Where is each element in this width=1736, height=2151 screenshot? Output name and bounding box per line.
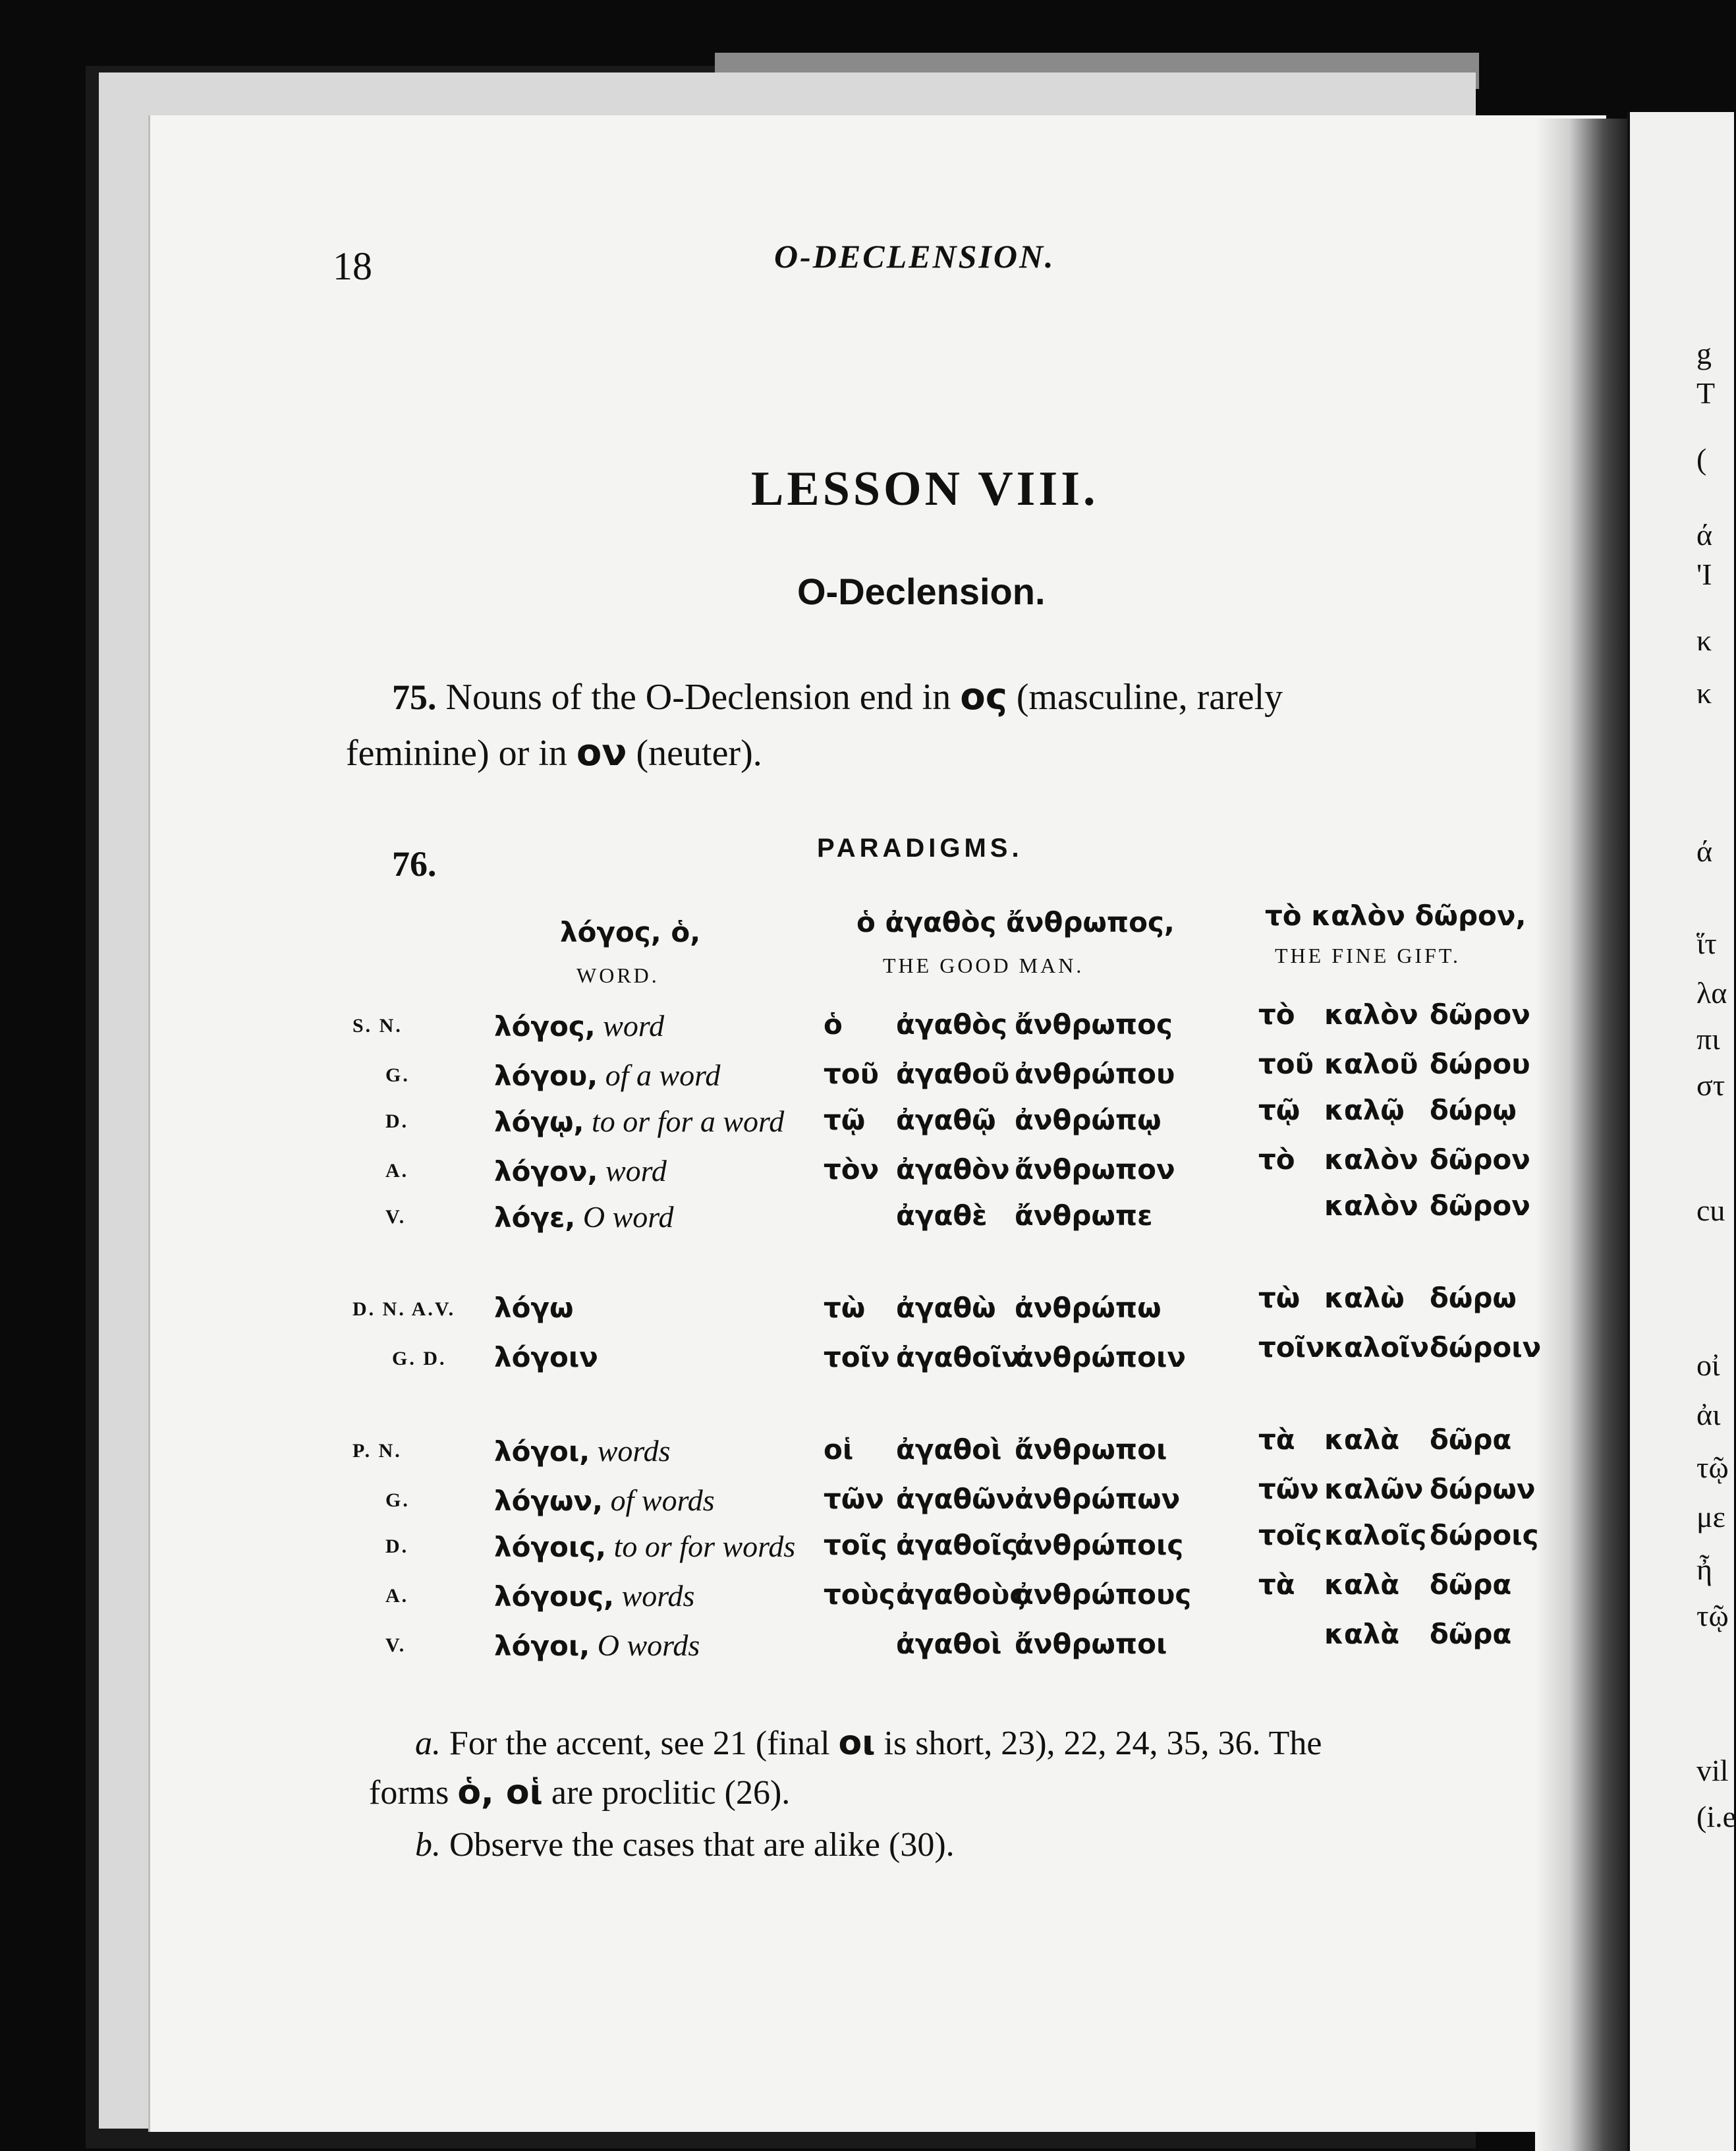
adjective-masc: ἀγαθοὺς — [896, 1578, 1026, 1611]
facing-page-fragment: με — [1696, 1500, 1725, 1534]
noun-neut: δῶρα — [1430, 1618, 1512, 1650]
noun-masc: ἄνθρωποι — [1015, 1628, 1167, 1660]
section-75-line2 — [346, 731, 762, 774]
adjective-neut: καλὰ — [1324, 1568, 1400, 1601]
facing-page-fragment: κ — [1696, 676, 1712, 710]
greek-form: λόγον, — [494, 1155, 598, 1188]
adjective-masc: ἀγαθῶν — [896, 1483, 1015, 1515]
greek-form: λόγε, — [494, 1201, 576, 1234]
article-masc: τοῦ — [824, 1058, 880, 1090]
english-gloss: of a word — [598, 1058, 721, 1092]
article-neut: τοῖς — [1258, 1519, 1322, 1551]
text: For the accent, see 21 (final — [449, 1725, 830, 1762]
facing-page-fragment: T — [1696, 376, 1716, 410]
english-gloss: word — [598, 1154, 667, 1188]
facing-page-fragment: g — [1696, 337, 1712, 370]
adjective-neut: καλῷ — [1324, 1094, 1405, 1126]
adjective-neut: καλοῦ — [1324, 1048, 1418, 1080]
page-number: 18 — [333, 244, 372, 288]
noun-neut: δώρῳ — [1430, 1094, 1517, 1126]
column-head-3: τὸ καλὸν δῶρον, — [1265, 900, 1526, 932]
noun-masc: ἀνθρώπων — [1015, 1483, 1181, 1515]
article-masc: οἱ — [824, 1433, 854, 1466]
case-label: P. N. — [352, 1440, 402, 1462]
greek-form: λόγῳ, — [494, 1106, 584, 1138]
article-neut: τὼ — [1258, 1282, 1301, 1314]
paradigm-word — [494, 1292, 574, 1325]
facing-page-fragment: ἵτ — [1696, 927, 1717, 960]
paradigm-word — [494, 1153, 667, 1188]
paradigm-word — [494, 1199, 673, 1234]
greek-form: λόγοις, — [494, 1531, 607, 1563]
article-masc: τῶν — [824, 1483, 884, 1515]
text: (neuter). — [636, 733, 762, 774]
case-label: D. — [385, 1110, 409, 1132]
adjective-neut: καλὸν — [1324, 1143, 1418, 1176]
english-gloss: O words — [590, 1628, 700, 1662]
text: are proclitic (26). — [551, 1774, 791, 1812]
article-neut: τοῦ — [1258, 1048, 1314, 1080]
facing-page-fragment: (i.e — [1696, 1800, 1736, 1833]
text: feminine) or in — [346, 733, 567, 774]
adjective-neut: καλὼ — [1324, 1282, 1405, 1314]
section-76-number: 76. — [392, 844, 437, 884]
adjective-masc: ἀγαθοὶ — [896, 1433, 1002, 1466]
noun-neut: δώροιν — [1430, 1331, 1542, 1363]
column-sub-1: WORD. — [576, 963, 659, 987]
text: forms — [369, 1774, 449, 1812]
adjective-masc: ἀγαθοῦ — [896, 1058, 1010, 1090]
facing-page-fragment: vil — [1696, 1754, 1729, 1787]
greek-form: λόγος, — [494, 1010, 596, 1043]
greek-form: λόγους, — [494, 1580, 615, 1613]
paradigm-word — [494, 1628, 700, 1663]
paradigm-word — [494, 1008, 664, 1043]
paradigm-word — [494, 1341, 598, 1374]
greek-form: λόγοι, — [494, 1630, 590, 1662]
case-label: A. — [385, 1160, 409, 1182]
adjective-masc: ἀγαθοῖν — [896, 1341, 1021, 1373]
article-masc: τὸν — [824, 1153, 880, 1186]
greek-form: λόγου, — [494, 1060, 598, 1092]
column-head-2: ὁ ἀγαθὸς ἄνθρωπος, — [856, 906, 1175, 938]
adjective-neut: καλὰ — [1324, 1423, 1400, 1456]
case-label: V. — [385, 1206, 406, 1228]
paradigms-heading: PARADIGMS. — [817, 834, 1023, 863]
english-gloss: O word — [575, 1200, 674, 1234]
facing-page-fragment: cu — [1696, 1193, 1725, 1227]
noun-masc: ἀνθρώπω — [1015, 1292, 1162, 1324]
adjective-neut: καλοῖς — [1324, 1519, 1427, 1551]
facing-page-fragment: ά — [1696, 834, 1713, 868]
article-neut: τὸ — [1258, 998, 1295, 1031]
facing-page-fragment: λα — [1696, 976, 1727, 1010]
note-a-line2 — [369, 1773, 790, 1812]
column-sub-3: THE FINE GIFT. — [1275, 944, 1461, 967]
facing-page-fragment: ( — [1696, 442, 1707, 476]
article-neut: τὰ — [1258, 1568, 1295, 1601]
english-gloss: of words — [603, 1483, 715, 1517]
english-gloss: to or for a word — [584, 1104, 785, 1138]
paradigm-word — [494, 1483, 715, 1518]
paradigm-word — [494, 1578, 694, 1613]
text: (masculine, rarely — [1016, 677, 1283, 718]
greek-form: λόγοιν — [494, 1341, 598, 1373]
lesson-title: LESSON VIII. — [751, 462, 1099, 516]
adjective-neut: καλὰ — [1324, 1618, 1400, 1650]
noun-neut: δώρω — [1430, 1282, 1517, 1314]
facing-page-fragment: τῷ — [1696, 1450, 1729, 1484]
text: is short, 23), 22, 24, 35, 36. The — [883, 1725, 1322, 1762]
note-label: b. — [415, 1826, 441, 1864]
adjective-neut: καλὸν — [1324, 998, 1418, 1031]
case-label: D. N. A.V. — [352, 1298, 456, 1320]
noun-masc: ἄνθρωποι — [1015, 1433, 1167, 1466]
case-label: D. — [385, 1535, 409, 1557]
adjective-masc: ἀγαθοῖς — [896, 1529, 1019, 1561]
article-neut: τῷ — [1258, 1094, 1301, 1126]
column-head-1: λόγος, ὁ, — [560, 916, 701, 948]
ending-on: ον — [576, 731, 627, 774]
case-label: G. D. — [392, 1348, 447, 1369]
running-title: O-DECLENSION. — [774, 238, 1055, 275]
ending-os: ος — [960, 675, 1007, 718]
text: Observe the cases that are alike (30). — [449, 1826, 955, 1864]
greek-oi: οι — [838, 1723, 876, 1763]
facing-page-fragment: 'I — [1696, 558, 1712, 591]
adjective-neut: καλὸν — [1324, 1190, 1418, 1222]
noun-neut: δώροις — [1430, 1519, 1539, 1551]
article-masc: ὁ — [824, 1008, 843, 1041]
noun-masc: ἀνθρώπῳ — [1015, 1104, 1162, 1136]
noun-masc: ἀνθρώποιν — [1015, 1341, 1186, 1373]
noun-masc: ἀνθρώποις — [1015, 1529, 1184, 1561]
english-gloss: word — [595, 1009, 665, 1043]
case-label: A. — [385, 1585, 409, 1607]
note-b — [415, 1825, 955, 1864]
section-number: 75. — [392, 677, 437, 717]
note-a-line1 — [415, 1723, 1322, 1763]
article-neut: τὸ — [1258, 1143, 1295, 1176]
noun-masc: ἄνθρωπος — [1015, 1008, 1173, 1041]
noun-neut: δῶρα — [1430, 1423, 1512, 1456]
adjective-masc: ἀγαθὼ — [896, 1292, 996, 1324]
case-label: G. — [385, 1489, 410, 1511]
noun-masc: ἀνθρώπου — [1015, 1058, 1175, 1090]
facing-page — [1627, 112, 1734, 2151]
facing-page-fragment: κ — [1696, 623, 1712, 657]
noun-masc: ἀνθρώπους — [1015, 1578, 1192, 1611]
facing-page-fragment: ά — [1696, 518, 1713, 552]
paradigm-word — [494, 1433, 671, 1468]
paradigm-word — [494, 1529, 795, 1564]
article-masc: τοῖν — [824, 1341, 890, 1373]
note-label: a. — [415, 1725, 441, 1762]
article-masc: τὼ — [824, 1292, 866, 1324]
article-masc: τοὺς — [824, 1578, 895, 1611]
column-sub-2: THE GOOD MAN. — [883, 954, 1084, 977]
adjective-neut: καλοῖν — [1324, 1331, 1430, 1363]
adjective-masc: ἀγαθὸν — [896, 1153, 1010, 1186]
case-label: V. — [385, 1634, 406, 1656]
facing-page-fragment: οἰ — [1696, 1348, 1720, 1382]
greek-form: λόγων, — [494, 1485, 603, 1517]
noun-neut: δῶρα — [1430, 1568, 1512, 1601]
article-neut: τοῖν — [1258, 1331, 1325, 1363]
article-masc: τοῖς — [824, 1529, 887, 1561]
noun-masc: ἄνθρωπε — [1015, 1199, 1153, 1232]
facing-page-fragment: τῷ — [1696, 1599, 1729, 1632]
facing-page-fragment: ἦ — [1696, 1553, 1713, 1586]
text: Nouns of the O-Declension end in — [445, 677, 951, 718]
adjective-neut: καλῶν — [1324, 1473, 1424, 1505]
adjective-masc: ἀγαθὸς — [896, 1008, 1007, 1041]
adjective-masc: ἀγαθοὶ — [896, 1628, 1002, 1660]
facing-page-fragment: στ — [1696, 1068, 1725, 1102]
lesson-subtitle: O-Declension. — [797, 571, 1046, 612]
adjective-masc: ἀγαθῷ — [896, 1104, 996, 1136]
noun-masc: ἄνθρωπον — [1015, 1153, 1175, 1186]
case-label: S. N. — [352, 1015, 403, 1037]
paradigm-word — [494, 1058, 720, 1093]
noun-neut: δῶρον — [1430, 998, 1530, 1031]
adjective-masc: ἀγαθὲ — [896, 1199, 988, 1232]
article-neut: τῶν — [1258, 1473, 1319, 1505]
noun-neut: δῶρον — [1430, 1143, 1530, 1176]
article-masc: τῷ — [824, 1104, 866, 1136]
english-gloss: to or for words — [606, 1530, 796, 1563]
noun-neut: δῶρον — [1430, 1190, 1530, 1222]
greek-form: λόγω — [494, 1292, 574, 1324]
article-neut: τὰ — [1258, 1423, 1295, 1456]
noun-neut: δώρου — [1430, 1048, 1530, 1080]
case-label: G. — [385, 1064, 410, 1086]
greek-form: λόγοι, — [494, 1435, 590, 1468]
section-75-line1 — [392, 675, 1283, 718]
noun-neut: δώρων — [1430, 1473, 1536, 1505]
english-gloss: words — [590, 1434, 671, 1468]
book-gutter — [1535, 119, 1634, 2151]
facing-page-fragment: πι — [1696, 1022, 1720, 1056]
greek-proclitics: ὁ, οἱ — [457, 1773, 543, 1812]
facing-page-fragment: ἀι — [1696, 1398, 1721, 1431]
paradigm-word — [494, 1104, 784, 1139]
english-gloss: words — [614, 1579, 695, 1613]
